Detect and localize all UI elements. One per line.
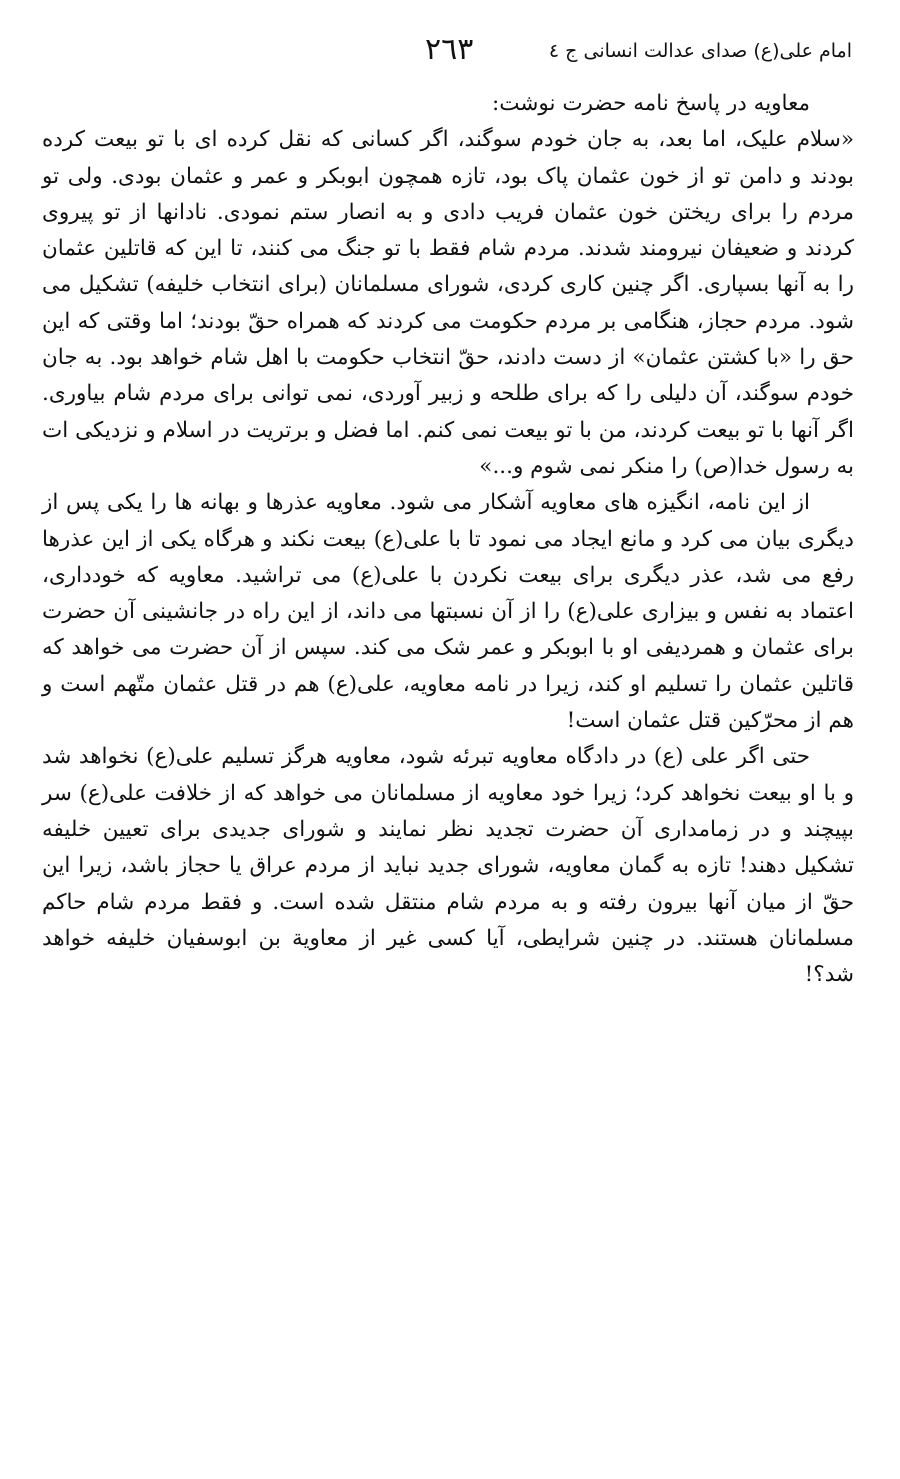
body-text <box>42 86 854 993</box>
analysis-paragraph: از این نامه، انگیزه های معاویه آشکار می شود. معاویه عذرها و بهانه ها را یکی پس از دیگری بیان می کرد و مانع ایجاد می نمود تا با علی(ع) بیعت نکند و هرگاه یکی از این عذرها رفع می شد، عذر دیگری برای بیعت نکردن با علی(ع) می تراشید. معاویه که خودداری، اعتماد به نفس و بیزاری علی(ع) را از آن نسبتها می داند، از این راه در جانشینی آن حضرت برای عثمان و همردیفی او با ابوبکر و عمر شک می کند. سپس از آن حضرت می خواهد که قاتلین عثمان را تسلیم او کند، زیرا در نامه معاویه، علی(ع) هم در قتل عثمان متّهم است و هم از محرّکین قتل عثمان است! <box>42 490 854 734</box>
running-title: امام علی(ع) صدای عدالت انسانی ج ٤ <box>548 40 852 62</box>
page-number: ٢٦٣ <box>425 32 474 67</box>
intro-paragraph: معاویه در پاسخ نامه حضرت نوشت: <box>492 91 810 116</box>
conclusion-paragraph: حتی اگر علی (ع) در دادگاه معاویه تبرئه شود، معاویه هرگز تسلیم علی(ع) نخواهد شد و با او بیعت نخواهد کرد؛ زیرا خود معاویه از مسلمانان می خواهد که از خلافت علی(ع) سر بپیچند و در زمامداری آن حضرت تجدید نظر نمایند و شورای جدیدی برای تعیین خلیفه تشکیل دهند! تازه به گمان معاویه، شورای جدید نباید از مردم عراق یا حجاز باشد، زیرا این حقّ از میان آنها بیرون رفته و به مردم شام منتقل شده است. و فقط مردم شام حاکم مسلمانان هستند. در چنین شرایطی، آیا کسی غیر از معاویة بن ابوسفیان خلیفه خواهد شد؟! <box>42 744 854 988</box>
letter-quote-paragraph: «سلام علیک، اما بعد، به جان خودم سوگند، اگر کسانی که نقل کرده ای با تو بیعت کرده بودند و دامن تو از خون عثمان پاک بود، تازه همچون ابوبکر و عمر و عثمان بودی. ولی تو مردم را برای ریختن خون عثمان فریب دادی و به انصار ستم نمودی. نادانها از تو پیروی کردند و ضعیفان نیرومند شدند. مردم شام فقط با تو جنگ می کنند، تا این که قاتلین عثمان را به آنها بسپاری. اگر چنین کاری کردی، شورای مسلمانان (برای انتخاب خلیفه) تشکیل می شود. مردم حجاز، هنگامی بر مردم حکومت می کردند که همراه حقّ بودند؛ اما وقتی که این حق را «با کشتن عثمان» از دست دادند، حقّ انتخاب حکومت با اهل شام خواهد بود. به جان خودم سوگند، آن دلیلی را که برای طلحه و زبیر آوردی، نمی توانی برای مردم شام بیاوری. اگر آنها با تو بیعت کردند، من با تو بیعت نمی کنم. اما فضل و برتریت در اسلام و نزدیکی ات به رسول خدا(ص) را منکر نمی شوم و...» <box>42 127 854 479</box>
page-header <box>40 30 852 70</box>
